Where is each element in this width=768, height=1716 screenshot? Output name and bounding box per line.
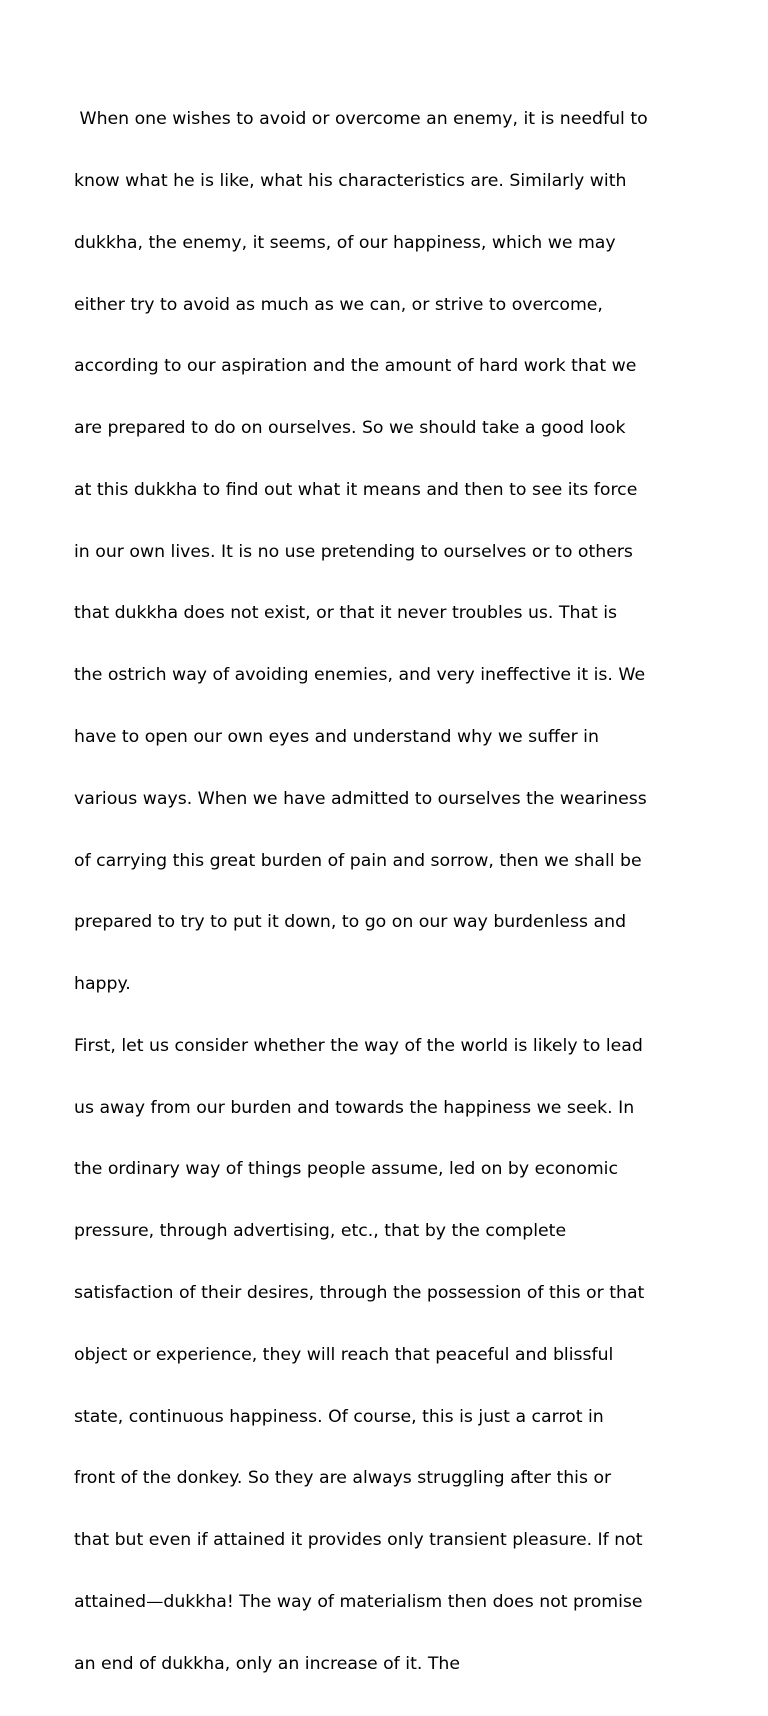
text-line: When one wishes to avoid or overcome an enemy, it is needful to [74,109,648,130]
text-line: at this dukkha to find out what it means and then to see its force [74,479,638,500]
text-line: of carrying this great burden of pain and sorrow, then we shall be [74,850,642,871]
text-line: various ways. When we have admitted to ourselves the weariness [74,788,647,809]
text-line: that dukkha does not exist, or that it never troubles us. That is [74,603,618,624]
text-line: an end of dukkha, only an increase of it. The [74,1653,460,1674]
text-line: attained—dukkha! The way of materialism then does not promise [74,1591,643,1612]
text-line: know what he is like, what his characteristics are. Similarly with [74,170,627,191]
text-line: happy. [74,974,131,995]
text-line: First, let us consider whether the way of the world is likely to lead [74,1035,643,1056]
text-line: are prepared to do on ourselves. So we should take a good look [74,418,626,439]
text-line: prepared to try to put it down, to go on our way burdenless and [74,912,627,933]
text-line: have to open our own eyes and understand why we suffer in [74,727,599,747]
text-line: front of the donkey. So they are always struggling after this or [74,1468,612,1489]
text-line: that but even if attained it provides only transient pleasure. If not [74,1530,643,1551]
text-line: either try to avoid as much as we can, or strive to overcome, [74,294,603,315]
text-line: dukkha, the enemy, it seems, of our happiness, which we may [74,232,616,253]
text-line: object or experience, they will reach that peaceful and blissful [74,1344,614,1365]
text-line: according to our aspiration and the amount of hard work that we [74,356,637,377]
text-line: the ordinary way of things people assume, led on by economic [74,1159,618,1180]
text-line: the ostrich way of avoiding enemies, and very ineffective it is. We [74,665,646,686]
text-line: pressure, through advertising, etc., that by the complete [74,1221,567,1242]
text-line: us away from our burden and towards the happiness we seek. In [74,1097,635,1118]
text-line: in our own lives. It is no use pretending to ourselves or to others [74,541,633,562]
body-text [74,68,714,1716]
text-line: satisfaction of their desires, through the possession of this or that [74,1283,645,1304]
text-line: state, continuous happiness. Of course, this is just a carrot in [74,1406,604,1427]
